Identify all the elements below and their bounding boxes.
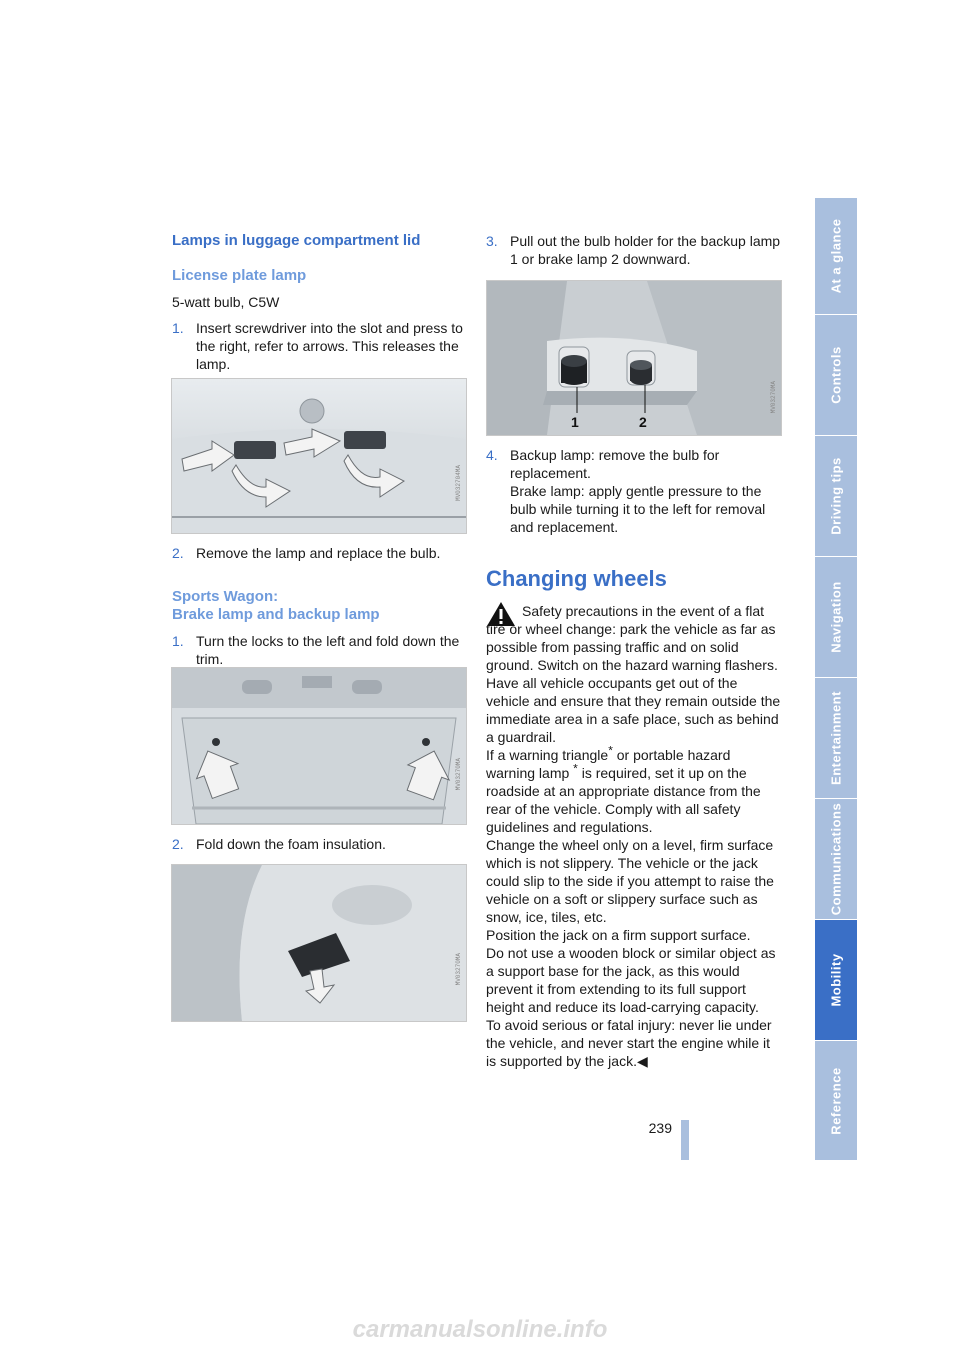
left-column-part2 bbox=[172, 544, 466, 668]
figure-code: MV03270MA bbox=[455, 953, 462, 986]
step-text: Pull out the bulb holder for the backup lamp 1 or brake lamp 2 downward. bbox=[510, 233, 781, 267]
tab-label: Controls bbox=[828, 346, 844, 404]
license-plate-illustration bbox=[172, 379, 466, 533]
step-4 bbox=[486, 446, 782, 536]
figure-code: MV032704MA bbox=[455, 465, 462, 502]
sports-wagon-title-line1: Sports Wagon: bbox=[172, 588, 279, 605]
left-column-part3 bbox=[172, 835, 466, 853]
tab-label: Driving tips bbox=[828, 457, 844, 535]
end-mark: ◀ bbox=[636, 1053, 648, 1069]
bulb-holder-illustration bbox=[487, 281, 781, 435]
sports-wagon-title bbox=[172, 588, 466, 624]
right-column-part2 bbox=[486, 446, 782, 592]
bulb-spec: 5-watt bulb, C5W bbox=[172, 294, 280, 310]
license-step-1 bbox=[172, 319, 466, 373]
step-3 bbox=[486, 232, 782, 268]
step-number: 4. bbox=[486, 447, 498, 463]
tab-label: Reference bbox=[828, 1066, 844, 1135]
trim-locks-figure bbox=[171, 667, 467, 825]
figure-code: MV03270MA bbox=[770, 381, 777, 414]
step-number: 2. bbox=[172, 836, 184, 852]
page-number-bar bbox=[681, 1120, 689, 1160]
license-step-2 bbox=[172, 544, 466, 562]
page-number: 239 bbox=[648, 1120, 672, 1136]
bulb-label-1: 1 bbox=[571, 414, 579, 430]
step-text: Turn the locks to the left and fold down the trim. bbox=[196, 633, 460, 667]
tab-entertainment[interactable] bbox=[815, 678, 857, 799]
tab-controls[interactable] bbox=[815, 315, 857, 436]
step-text: Fold down the foam insulation. bbox=[196, 836, 386, 852]
optional-star: * bbox=[608, 743, 613, 758]
step-text-backup: Backup lamp: remove the bulb for replacement. bbox=[510, 447, 720, 481]
foam-insulation-illustration bbox=[172, 865, 466, 1021]
warning-p2-a: If a warning triangle bbox=[486, 747, 609, 763]
bulb-holder-figure bbox=[486, 280, 782, 436]
step-number: 2. bbox=[172, 545, 184, 561]
warning-p3: Change the wheel only on a level, firm surface which is not slippery. The vehicle or the jack could slip to the side if you attempt to raise the vehicle on a soft or slippery surface such as snow, ice, tiles, etc. bbox=[486, 837, 774, 925]
step-number: 1. bbox=[172, 633, 184, 649]
optional-star: * bbox=[573, 761, 578, 776]
tab-mobility[interactable] bbox=[815, 920, 857, 1041]
warning-p2-c: is required, set it up on the roadside at an appropriate distance from the rear of the vehicle. Comply with all safety guidelines and regulations. bbox=[486, 765, 761, 835]
tab-navigation[interactable] bbox=[815, 557, 857, 678]
wagon-step-2 bbox=[172, 835, 466, 853]
warning-p6 bbox=[486, 1016, 782, 1070]
license-plate-lamp-figure bbox=[171, 378, 467, 534]
left-column bbox=[172, 232, 466, 373]
bulb-label-2: 2 bbox=[639, 414, 647, 430]
tab-label: Communications bbox=[828, 802, 844, 916]
figure-code: MV03270MA bbox=[455, 758, 462, 791]
trim-locks-illustration bbox=[172, 668, 466, 824]
license-plate-title: License plate lamp bbox=[172, 267, 307, 284]
step-number: 1. bbox=[172, 320, 184, 336]
sports-wagon-title-line2: Brake lamp and backup lamp bbox=[172, 606, 380, 623]
tab-label: Navigation bbox=[828, 581, 844, 653]
warning-triangle-paragraph bbox=[486, 743, 782, 836]
tab-driving-tips[interactable] bbox=[815, 436, 857, 557]
tab-communications[interactable] bbox=[815, 799, 857, 920]
warning-p4: Position the jack on a firm support surface. bbox=[486, 927, 751, 943]
warning-p6-text: To avoid serious or fatal injury: never lie under the vehicle, and never start the engine while it is supported by the jack. bbox=[486, 1017, 772, 1069]
watermark: carmanualsonline.info bbox=[352, 1316, 608, 1343]
warning-p5: Do not use a wooden block or similar object as a support base for the jack, as this would prevent it from extending to its full support height and reduce its load-carrying capacity. bbox=[486, 945, 776, 1015]
step-number: 3. bbox=[486, 233, 498, 249]
warning-p2-b: or portable hazard warning lamp bbox=[486, 747, 731, 781]
step-text-brake: Brake lamp: apply gentle pressure to the bulb while turning it to the left for removal and replacement. bbox=[510, 483, 766, 535]
step-text: Insert screwdriver into the slot and press to the right, refer to arrows. This releases the lamp. bbox=[196, 320, 463, 372]
warning-block bbox=[486, 602, 782, 1070]
wagon-step-1 bbox=[172, 632, 466, 668]
tab-at-a-glance[interactable] bbox=[815, 198, 857, 315]
tab-label: At a glance bbox=[828, 218, 844, 294]
step-text: Remove the lamp and replace the bulb. bbox=[196, 545, 441, 561]
tab-label: Mobility bbox=[828, 953, 844, 1007]
warning-lead: Safety precautions in the event of a flat tire or wheel change: park the vehicle as far as possible from passing traffic and on solid ground. Switch on the hazard warning flashers. Have all vehicle occupants get out of the vehicle and ensure that they remain outside the immediate area in a safe place, such as behind a guardrail. bbox=[486, 603, 781, 745]
right-column bbox=[486, 232, 782, 268]
changing-wheels-heading: Changing wheels bbox=[486, 566, 667, 591]
tab-label: Entertainment bbox=[828, 691, 844, 785]
section-title: Lamps in luggage compartment lid bbox=[172, 232, 421, 249]
foam-insulation-figure bbox=[171, 864, 467, 1022]
tab-reference[interactable] bbox=[815, 1041, 857, 1161]
